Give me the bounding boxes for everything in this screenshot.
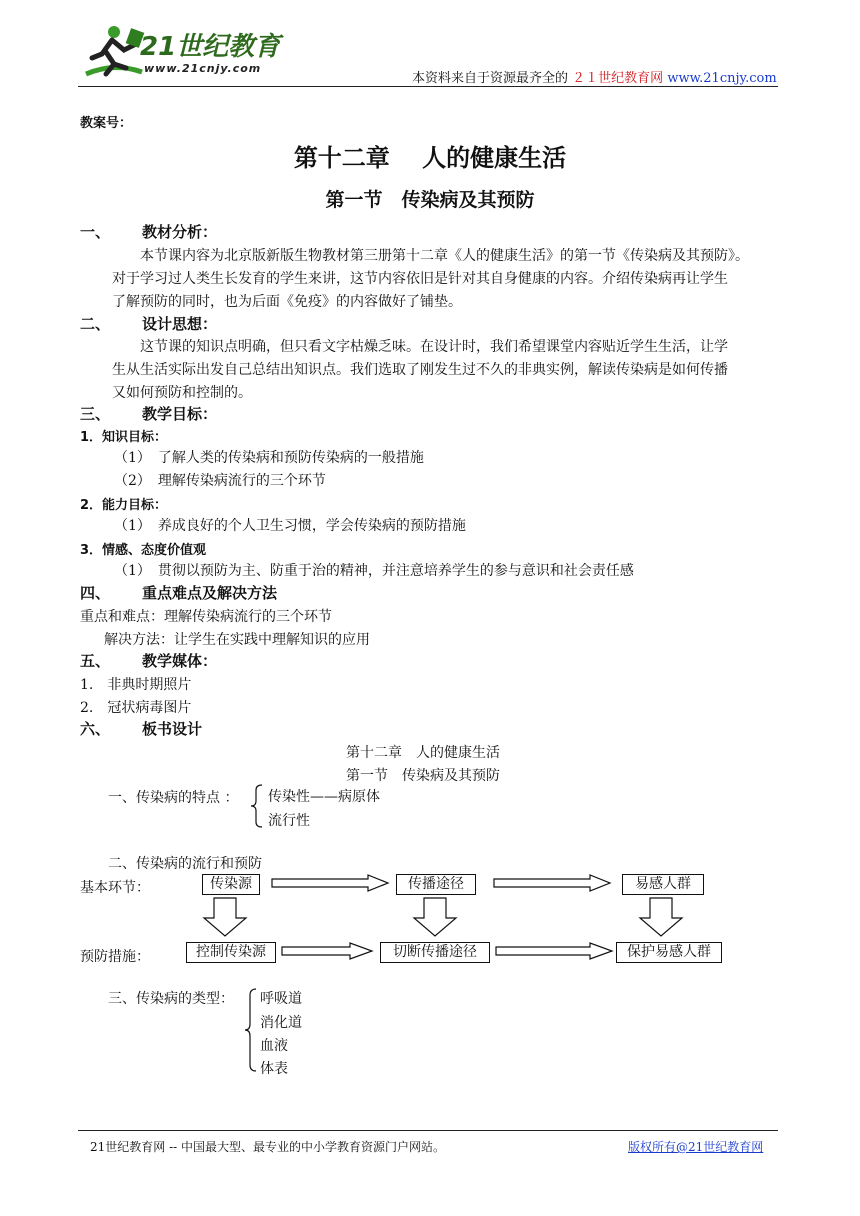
right-arrow-icon bbox=[494, 875, 610, 891]
s1-title: 教材分析： bbox=[142, 223, 218, 241]
board-section: 第一节 传染病及其预防 bbox=[346, 768, 500, 784]
s4-num: 四、 bbox=[80, 584, 111, 602]
right-arrow-icon bbox=[282, 943, 372, 959]
traits-label: 一、传染病的特点 ： bbox=[108, 790, 239, 806]
down-arrow-icon bbox=[414, 898, 456, 936]
footer-left: 21世纪教育网 -- 中国最大型、最专业的中小学教育资源门户网站。 bbox=[90, 1140, 446, 1154]
types-label: 三、传染病的类型： bbox=[108, 991, 234, 1007]
logo-url: www.21cnjy.com bbox=[144, 62, 262, 75]
flow-title: 二、传染病的流行和预防 bbox=[108, 856, 262, 872]
s2-line-2: 生从生活实际出发自己总结出知识点。我们选取了刚发生过不久的非典实例，解读传染病是如何传播 bbox=[112, 362, 728, 378]
basic-label: 基本环节： bbox=[80, 880, 150, 896]
type-2: 消化道 bbox=[260, 1015, 302, 1031]
s3-num: 三、 bbox=[80, 405, 111, 423]
types-brace-icon bbox=[244, 988, 258, 1072]
goal-1-heading: 1．知识目标： bbox=[80, 430, 168, 445]
logo-text: 21世纪教育 bbox=[140, 32, 281, 62]
trait-2: 流行性 bbox=[268, 813, 310, 829]
s1-num: 一、 bbox=[80, 223, 111, 241]
down-arrow-icon bbox=[640, 898, 682, 936]
tagline-site: ２１世纪教育网 bbox=[572, 71, 664, 86]
s3-title: 教学目标： bbox=[142, 405, 218, 423]
board-chapter: 第十二章 人的健康生活 bbox=[346, 745, 500, 761]
box-source: 传染源 bbox=[202, 874, 260, 895]
prevent-label: 预防措施： bbox=[80, 949, 150, 965]
s4-line-1: 重点和难点：理解传染病流行的三个环节 bbox=[80, 609, 332, 625]
tagline-url[interactable]: www.21cnjy.com bbox=[667, 71, 777, 86]
down-arrow-icon bbox=[204, 898, 246, 936]
box-route: 传播途径 bbox=[396, 874, 476, 895]
s5-line-2: 2. 冠状病毒图片 bbox=[80, 700, 192, 716]
s6-num: 六、 bbox=[80, 720, 111, 738]
right-arrow-icon bbox=[272, 875, 388, 891]
lesson-number: 教案号： bbox=[80, 116, 133, 131]
goal-2a: （1） 养成良好的个人卫生习惯，学会传染病的预防措施 bbox=[114, 518, 466, 534]
right-arrow-icon bbox=[496, 943, 612, 959]
box-susceptible: 易感人群 bbox=[622, 874, 704, 895]
box-control-source: 控制传染源 bbox=[186, 942, 276, 963]
s1-line-2: 对于学习过人类生长发育的学生来讲，这节内容依旧是针对其自身健康的内容。介绍传染病再让学生 bbox=[112, 271, 728, 287]
s5-title: 教学媒体： bbox=[142, 652, 218, 670]
footer-copyright-link[interactable]: 版权所有@21世纪教育网 bbox=[628, 1140, 764, 1154]
s4-line-2: 解决方法：让学生在实践中理解知识的应用 bbox=[104, 632, 370, 648]
s6-title: 板书设计 bbox=[142, 720, 203, 738]
section-title: 第一节 传染病及其预防 bbox=[325, 189, 535, 211]
type-4: 体表 bbox=[260, 1061, 288, 1077]
trait-1: 传染性——病原体 bbox=[268, 789, 380, 805]
s2-line-1: 这节课的知识点明确，但只看文字枯燥乏味。在设计时，我们希望课堂内容贴近学生生活，让学 bbox=[140, 339, 728, 355]
s1-line-1: 本节课内容为北京版新版生物教材第三册第十二章《人的健康生活》的第一节《传染病及其预防》。 bbox=[140, 248, 749, 264]
goal-1b: （2） 理解传染病流行的三个环节 bbox=[114, 473, 326, 489]
s5-num: 五、 bbox=[80, 652, 111, 670]
box-cut-route: 切断传播途径 bbox=[380, 942, 490, 963]
s1-line-3: 了解预防的同时，也为后面《免疫》的内容做好了铺垫。 bbox=[112, 294, 462, 310]
goal-1a: （1） 了解人类的传染病和预防传染病的一般措施 bbox=[114, 450, 424, 466]
s4-title: 重点难点及解决方法 bbox=[142, 584, 278, 602]
box-protect-group: 保护易感人群 bbox=[616, 942, 722, 963]
footer-rule bbox=[78, 1130, 778, 1131]
type-1: 呼吸道 bbox=[260, 991, 302, 1007]
s5-line-1: 1. 非典时期照片 bbox=[80, 677, 192, 693]
tagline-prefix: 本资料来自于资源最齐全的 bbox=[412, 71, 569, 86]
goal-3-heading: 3．情感、态度价值观 bbox=[80, 543, 207, 558]
s2-title: 设计思想： bbox=[142, 315, 218, 333]
goal-2-heading: 2．能力目标： bbox=[80, 498, 168, 513]
chapter-title: 第十二章 人的健康生活 bbox=[293, 144, 567, 172]
s2-num: 二、 bbox=[80, 315, 111, 333]
s2-line-3: 又如何预防和控制的。 bbox=[112, 385, 252, 401]
goal-3a: （1） 贯彻以预防为主、防重于治的精神，并注意培养学生的参与意识和社会责任感 bbox=[114, 563, 634, 579]
type-3: 血液 bbox=[260, 1038, 288, 1054]
